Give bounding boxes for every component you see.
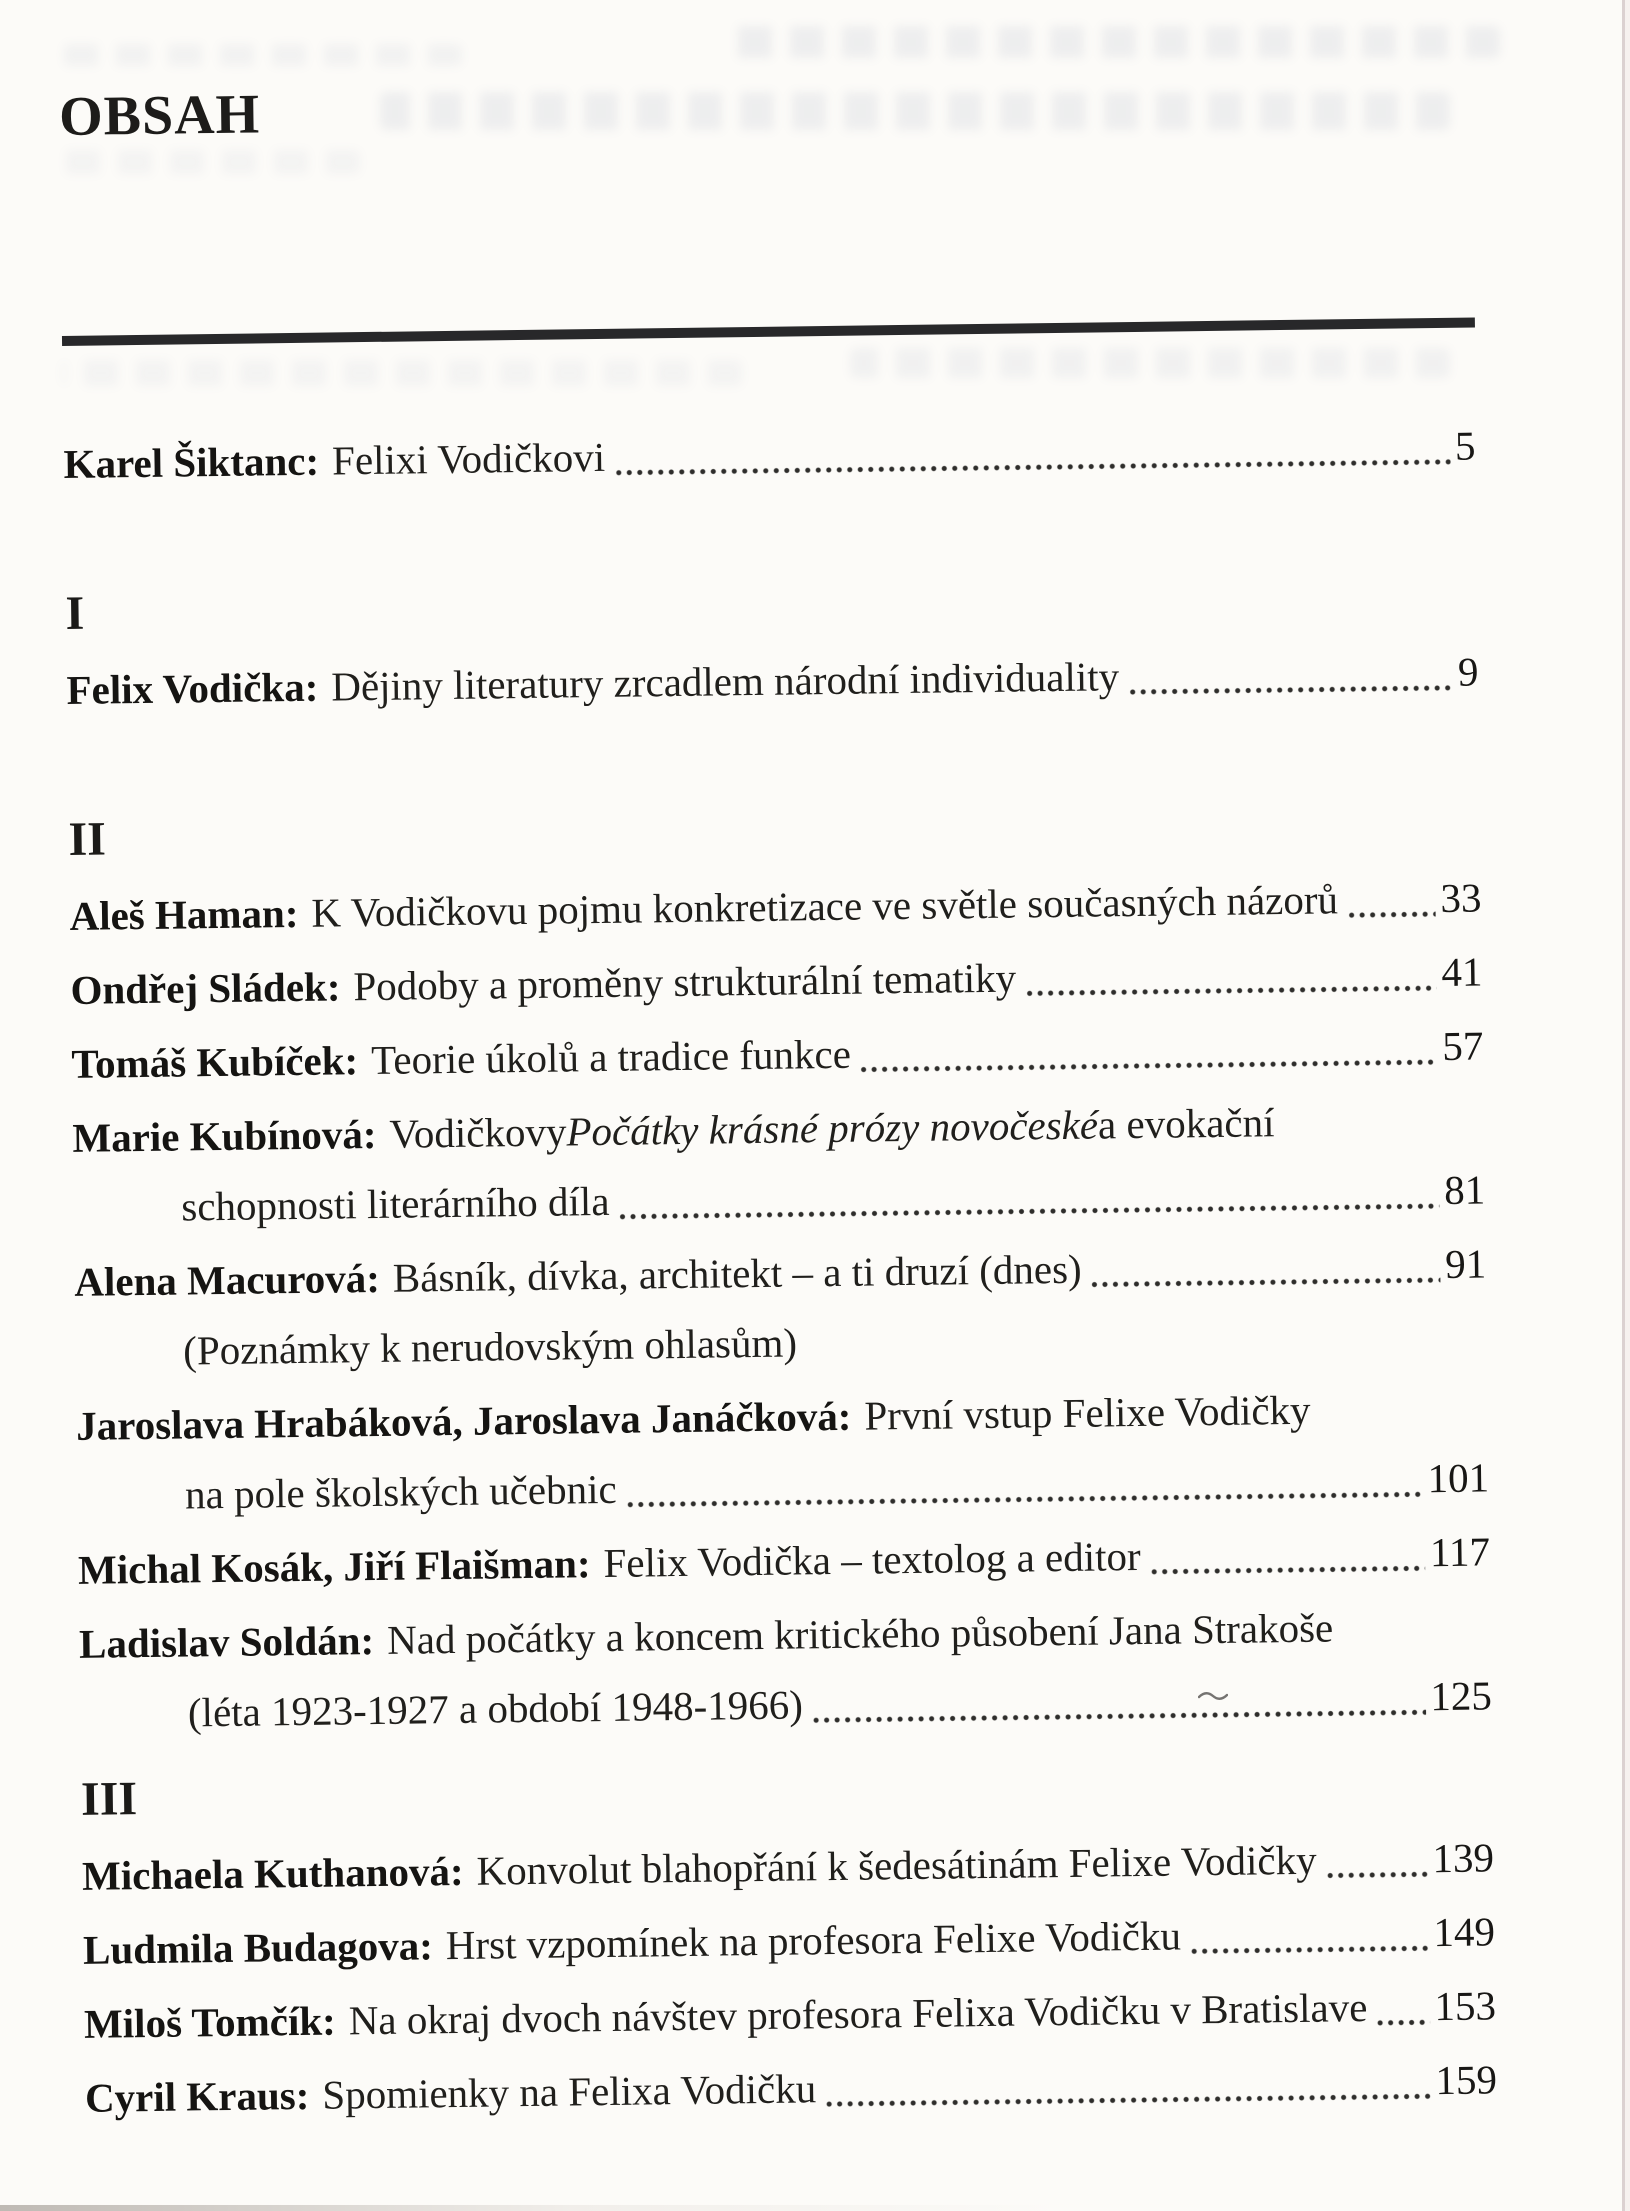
entry-author: Aleš Haman: [69, 889, 299, 939]
page-number: 159 [1435, 2056, 1498, 2104]
dot-leader [620, 1202, 1440, 1221]
toc-entry [69, 867, 1482, 945]
toc-section [81, 1753, 1498, 2127]
entry-author: Jaroslava Hrabáková, Jaroslava Janáčková: [75, 1392, 852, 1449]
entry-author: Michal Kosák, Jiří Flaišman: [77, 1540, 591, 1593]
toc-entry-line [73, 1159, 1486, 1237]
dot-leader [826, 2092, 1430, 2108]
toc-entry [85, 2049, 1498, 2127]
divider-rule [62, 318, 1475, 346]
entry-author: Cyril Kraus: [84, 2071, 310, 2121]
entry-title: Felixi Vodičkovi [331, 433, 606, 484]
toc-entry [83, 1901, 1496, 1979]
toc-entry-line [63, 416, 1476, 494]
dot-leader [1348, 910, 1436, 919]
toc-entry-line [79, 1595, 1492, 1673]
entry-title: na pole školských učebnic [184, 1465, 617, 1518]
entry-author: Felix Vodička: [66, 663, 319, 713]
toc-entry-line [82, 1827, 1495, 1905]
entry-title: Konvolut blahopřání k šedesátinám Felixe Vodičky [476, 1836, 1317, 1894]
entry-title: K Vodičkovu pojmu konkretizace ve světle současných názorů [311, 876, 1339, 936]
dot-leader [627, 1490, 1423, 1508]
entry-author: Ladislav Soldán: [78, 1617, 375, 1667]
entry-title: Na okraj dvoch návštev profesora Felixa Vodičku v Bratislave [348, 1984, 1368, 2044]
toc-entry [76, 1377, 1490, 1525]
toc-entry-line [70, 941, 1483, 1019]
section-label: I [65, 586, 85, 640]
toc-entry-line [77, 1447, 1490, 1525]
dot-leader [813, 1708, 1426, 1724]
page-number: 139 [1432, 1834, 1495, 1882]
toc-entry-line [80, 1665, 1493, 1743]
toc-entry-line [83, 1901, 1496, 1979]
page-number: 5 [1454, 422, 1476, 469]
entry-title: První vstup Felixe Vodičky [864, 1386, 1311, 1439]
dot-leader [1092, 1276, 1441, 1289]
scan-bottom-shadow [0, 2205, 1630, 2211]
entry-author: Karel Šiktanc: [63, 437, 320, 487]
page-number: 91 [1444, 1240, 1487, 1287]
page-number: 57 [1442, 1022, 1484, 1069]
toc-entry-line [66, 641, 1479, 719]
entry-title: Podoby a proměny strukturální tematiky [353, 954, 1017, 1010]
dot-leader [861, 1058, 1438, 1074]
toc-entry-line [69, 867, 1482, 945]
entry-title: Teorie úkolů a tradice funkce [370, 1030, 852, 1084]
page-number: 41 [1441, 948, 1483, 995]
toc-section [63, 416, 1476, 494]
dot-leader [1191, 1944, 1429, 1955]
toc-entry [66, 641, 1479, 719]
section-label: II [68, 812, 107, 866]
entry-title: Spomienky na Felixa Vodičku [322, 2065, 817, 2118]
entry-title: (Poznámky k nerudovským ohlasům) [182, 1319, 798, 1374]
entry-author: Tomáš Kubíček: [71, 1037, 359, 1087]
toc-entry-line [71, 1015, 1484, 1093]
entry-title: Vodičkovy [389, 1108, 567, 1157]
page-number: 33 [1440, 874, 1482, 922]
entry-author: Michaela Kuthanová: [81, 1847, 464, 1899]
toc-section [65, 567, 1479, 719]
page-title: OBSAH [58, 83, 261, 149]
entry-author: Marie Kubínová: [72, 1110, 377, 1161]
toc-sections [63, 416, 1497, 2128]
entry-title: Hrst vzpomínek na profesora Felixe Vodičku [445, 1912, 1182, 1969]
dot-leader [1327, 1870, 1428, 1879]
toc-entry-line [74, 1233, 1487, 1311]
toc-entry [84, 1975, 1497, 2053]
toc-entry [70, 941, 1483, 1019]
page-number: 149 [1433, 1908, 1496, 1956]
page-number: 125 [1430, 1672, 1493, 1720]
dot-leader [1378, 2018, 1430, 2027]
entry-title: schopnosti literárního díla [181, 1177, 610, 1230]
toc-entry-line [75, 1303, 1488, 1381]
toc-entry [74, 1233, 1488, 1381]
toc-entry [72, 1089, 1486, 1237]
entry-title: Básník, dívka, architekt – a ti druzí (dnes) [392, 1245, 1082, 1301]
toc-entry [63, 416, 1476, 494]
toc-entry-line [78, 1521, 1491, 1599]
entry-title: Dějiny literatury zrcadlem národní individuality [330, 653, 1120, 710]
entry-author: Ludmila Budagova: [82, 1922, 434, 1973]
toc-entry [79, 1595, 1493, 1743]
toc-section [68, 793, 1492, 1743]
toc-entry [71, 1015, 1484, 1093]
toc-entry [82, 1827, 1495, 1905]
entry-title: a evokační [1097, 1099, 1275, 1148]
toc-entry-line [72, 1089, 1485, 1167]
toc-entry-line [76, 1377, 1489, 1455]
page-number: 9 [1457, 648, 1479, 695]
dot-leader [1026, 984, 1436, 997]
scan-edge-highlight [1625, 0, 1630, 2211]
entry-author: Miloš Tomčík: [83, 1997, 337, 2047]
toc-entry-line [84, 1975, 1497, 2053]
entry-title: (léta 1923-1927 a období 1948-1966) [187, 1681, 804, 1736]
scan-edge-line [1622, 0, 1625, 2211]
entry-title: Felix Vodička – textolog a editor [603, 1532, 1141, 1587]
entry-author: Ondřej Sládek: [70, 963, 341, 1013]
entry-title-italic: Počátky krásné prózy novočeské [566, 1101, 1099, 1155]
entry-author: Alena Macurová: [74, 1254, 381, 1305]
page-number: 81 [1443, 1166, 1486, 1213]
toc-entry-line [85, 2049, 1498, 2127]
dot-leader [615, 458, 1450, 477]
scan-smudge [1198, 1688, 1228, 1702]
page-number: 153 [1434, 1982, 1497, 2030]
dot-leader [1151, 1564, 1425, 1576]
toc-entry [78, 1521, 1491, 1599]
page-number: 101 [1427, 1454, 1490, 1502]
section-label: III [80, 1772, 138, 1826]
page-number: 117 [1429, 1528, 1491, 1576]
dot-leader [1129, 684, 1453, 696]
entry-title: Nad počátky a koncem kritického působení Jana Strakoše [386, 1604, 1334, 1663]
